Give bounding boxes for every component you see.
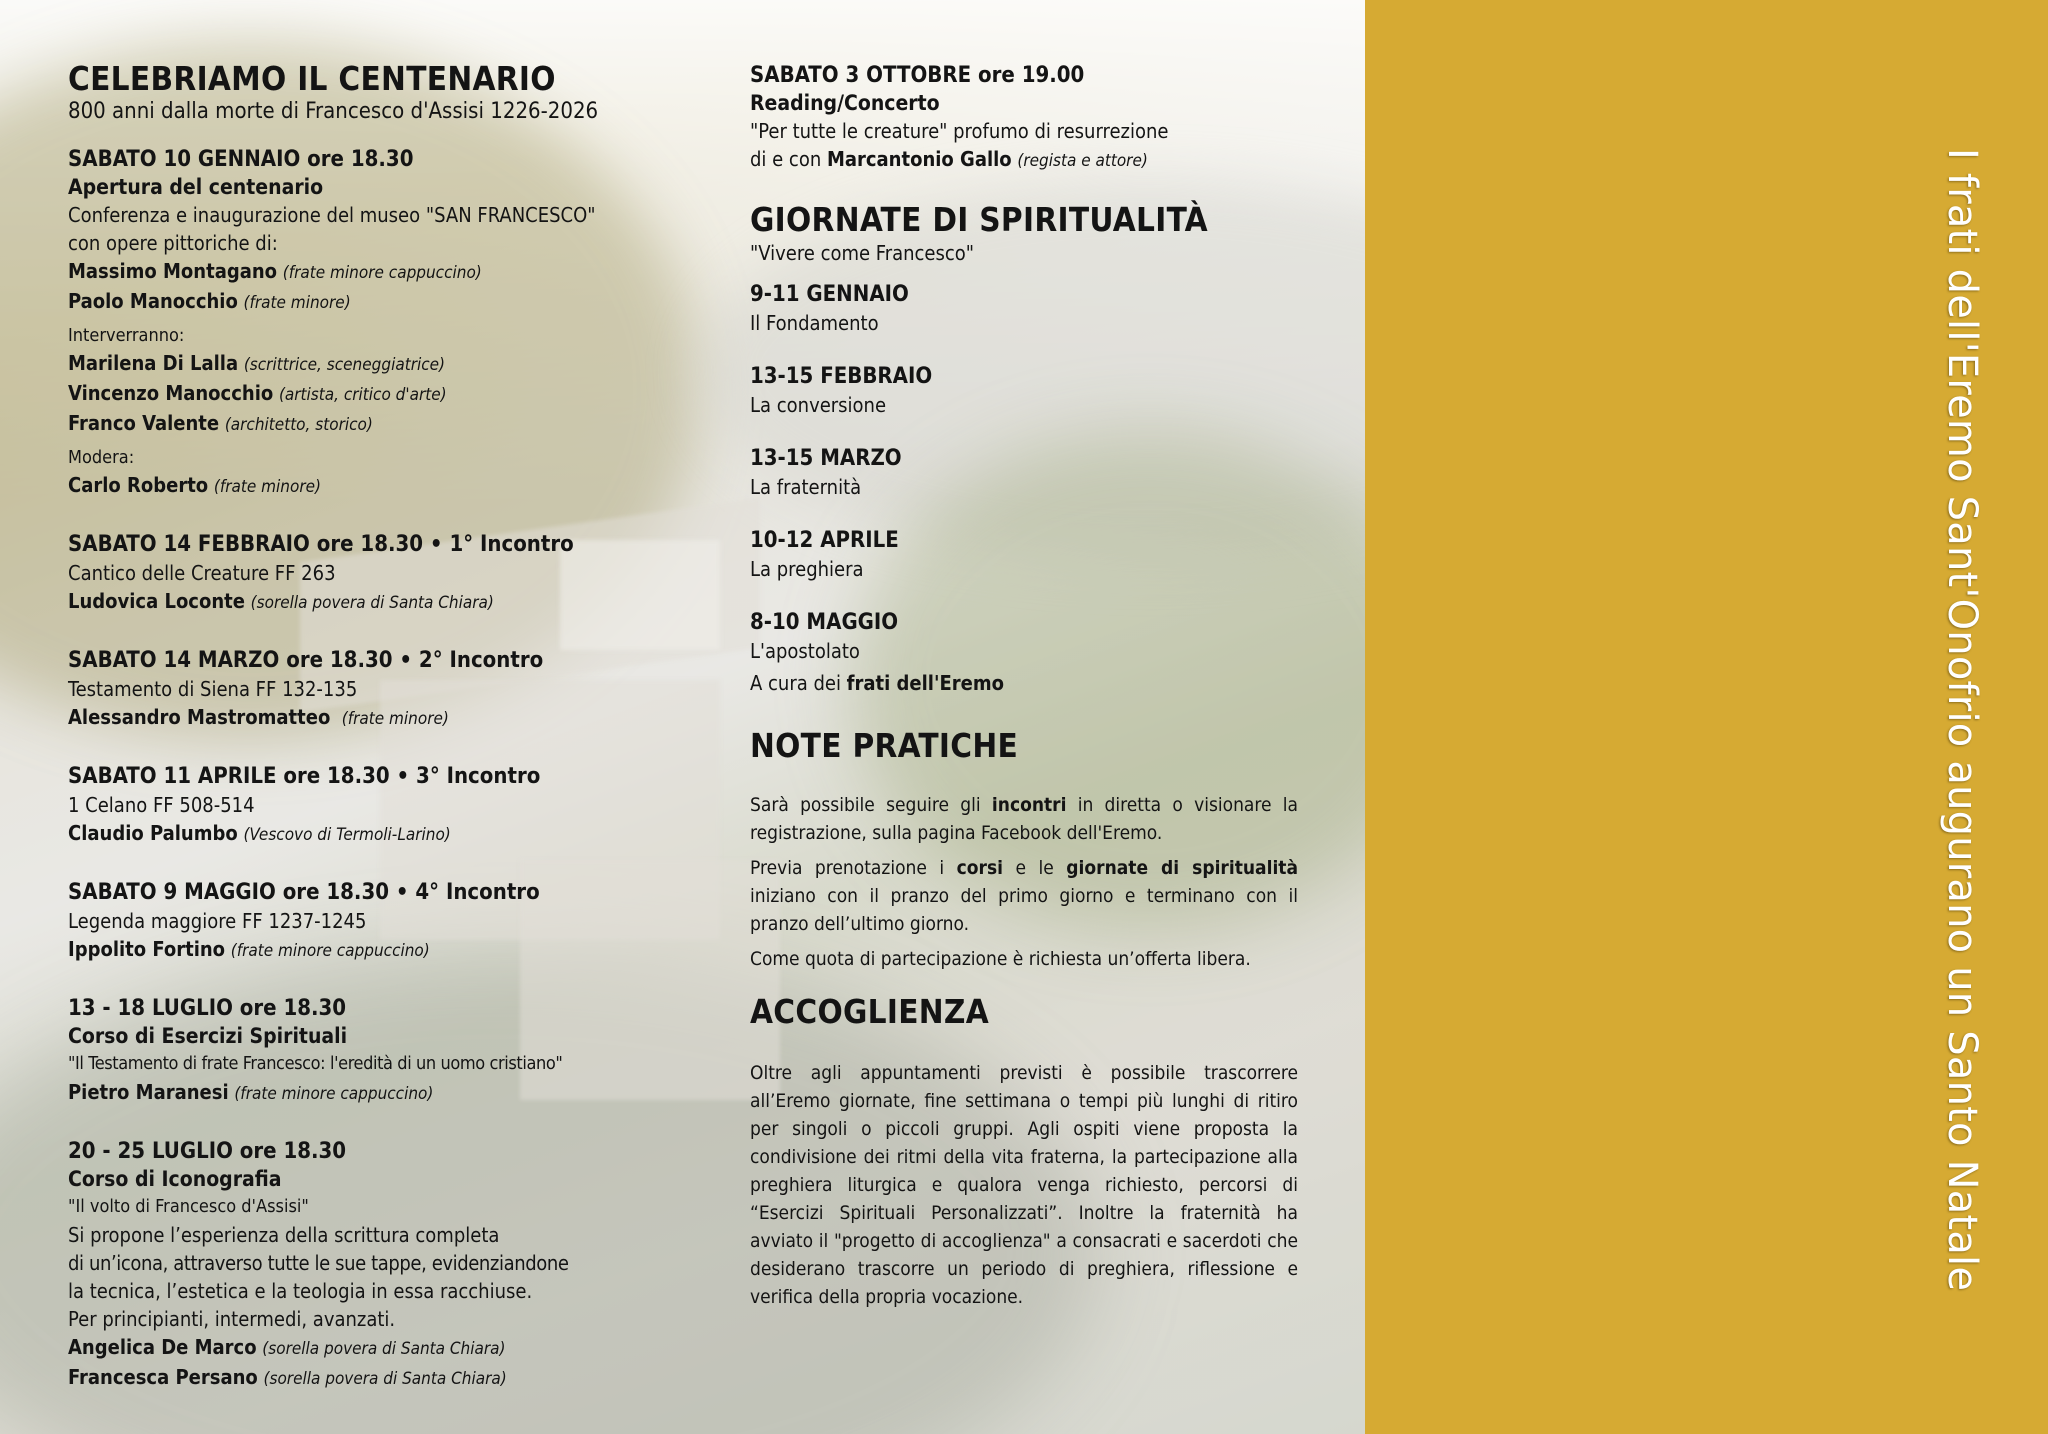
event-date: SABATO 3 OTTOBRE ore 19.00 — [750, 63, 1085, 88]
notes-paragraph — [750, 854, 1298, 938]
text-run-bold: incontri — [991, 794, 1067, 816]
spirituality-day — [750, 445, 1298, 501]
person-role: (frate minore cappuccino) — [282, 263, 482, 283]
event-quote: "Il volto di Francesco d'Assisi" — [68, 1196, 309, 1217]
text-run: Sarà possibile seguire gli — [750, 794, 981, 816]
opening-event — [68, 146, 688, 501]
person-name: Massimo Montagano — [68, 259, 278, 283]
notes-section — [750, 727, 1298, 973]
notes-paragraph: Come quota di partecipazione è richiesta un’offerta libera. — [750, 948, 1251, 970]
person-name: Pietro Maranesi — [68, 1080, 229, 1104]
speaker-item — [68, 935, 688, 965]
day-date: 8-10 MAGGIO — [750, 610, 899, 635]
day-date: 13-15 MARZO — [750, 446, 902, 471]
artist-item — [68, 287, 688, 317]
event-title: Reading/Concerto — [750, 91, 940, 115]
welcome-heading: ACCOGLIENZA — [750, 992, 990, 1031]
spirituality-day — [750, 363, 1298, 419]
course-description: la tecnica, l’estetica e la teologia in essa racchiuse. — [68, 1279, 533, 1303]
day-date: 9-11 GENNAIO — [750, 282, 909, 307]
speaker-item — [68, 409, 688, 439]
spirituality-subtitle: "Vivere come Francesco" — [750, 241, 975, 265]
program-right-column — [750, 62, 1298, 1318]
event-date: SABATO 11 APRILE ore 18.30 • 3° Incontro — [68, 764, 541, 789]
event-description: con opere pittoriche di: — [68, 231, 278, 255]
curated-prefix: A cura dei — [750, 671, 841, 695]
day-topic: L'apostolato — [750, 639, 860, 663]
day-date: 10-12 APRILE — [750, 528, 899, 553]
person-name: Marilena Di Lalla — [68, 351, 239, 375]
person-role: (frate minore) — [341, 709, 449, 729]
person-role: (scrittrice, sceneggiatrice) — [243, 355, 446, 375]
moderator-label: Modera: — [68, 447, 135, 468]
event-topic: Cantico delle Creature FF 263 — [68, 561, 336, 585]
event-title: Corso di Esercizi Spirituali — [68, 1024, 348, 1048]
event-date: SABATO 14 MARZO ore 18.30 • 2° Incontro — [68, 648, 544, 673]
event-date: SABATO 14 FEBBRAIO ore 18.30 • 1° Incontro — [68, 532, 574, 557]
person-role: (sorella povera di Santa Chiara) — [250, 593, 494, 613]
day-topic: La conversione — [750, 393, 887, 417]
notes-heading: NOTE PRATICHE — [750, 726, 1019, 765]
person-name: Angelica De Marco — [68, 1335, 257, 1359]
speakers-label: Interverranno: — [68, 325, 185, 346]
meeting-event — [68, 879, 688, 965]
event-title: Corso di Iconografia — [68, 1167, 282, 1191]
spirituality-day — [750, 609, 1298, 665]
person-role: (sorella povera di Santa Chiara) — [262, 1339, 506, 1359]
person-name: Ippolito Fortino — [68, 937, 226, 961]
day-date: 13-15 FEBBRAIO — [750, 364, 933, 389]
speaker-item — [68, 587, 688, 617]
person-role: (architetto, storico) — [224, 415, 373, 435]
day-topic: La fraternità — [750, 475, 862, 499]
curated-name: frati dell'Eremo — [846, 671, 1004, 695]
course-event — [68, 995, 688, 1108]
person-role: (frate minore cappuccino) — [234, 1084, 434, 1104]
event-quote: "Il Testamento di frate Francesco: l'eredità di un uomo cristiano" — [68, 1053, 563, 1074]
event-description: "Per tutte le creature" profumo di resurrezione — [750, 119, 1169, 143]
person-name: Paolo Manocchio — [68, 289, 238, 313]
event-date: SABATO 10 GENNAIO ore 18.30 — [68, 147, 414, 172]
person-role: (frate minore) — [213, 477, 322, 497]
welcome-paragraph: Oltre agli appuntamenti previsti è possibile trascorrere all’Eremo giornate, fine settimana o tempi più lunghi di ritiro per singoli o piccoli gruppi. Agli ospiti viene proposta la condivisione dei ritmi della vita fraterna, la partecipazione alla preghiera liturgica e qualora venga richiesto, percorsi di “Esercizi Spirituali Personalizzati”. Inoltre la fraternità ha avviato il "progetto di accoglienza" a consacrati e sacerdoti che desiderano trascorre un periodo di preghiera, riflessione e verifica della propria vocazione. — [750, 1062, 1298, 1308]
person-role: (sorella povera di Santa Chiara) — [263, 1369, 507, 1389]
person-name: Marcantonio Gallo — [826, 147, 1012, 171]
meeting-event — [68, 531, 688, 617]
text-run: e le — [1015, 857, 1054, 879]
event-description: Conferenza e inaugurazione del museo "SAN FRANCESCO" — [68, 203, 596, 227]
event-topic: Legenda maggiore FF 1237-1245 — [68, 909, 367, 933]
text-run: in diretta o visionare la registrazione, sulla pagina Facebook dell'Eremo. — [750, 794, 1298, 844]
course-description: Per principianti, intermedi, avanzati. — [68, 1307, 396, 1331]
meeting-event — [68, 763, 688, 849]
person-role: (frate minore cappuccino) — [230, 941, 430, 961]
speaker-item — [68, 819, 688, 849]
event-topic: 1 Celano FF 508-514 — [68, 793, 255, 817]
course-description: di un’icona, attraverso tutte le sue tappe, evidenziandone — [68, 1251, 569, 1275]
speaker-item — [68, 703, 688, 733]
person-role: (artista, critico d'arte) — [278, 385, 447, 405]
spirituality-day — [750, 527, 1298, 583]
centenary-heading: CELEBRIAMO IL CENTENARIO — [68, 59, 556, 98]
teacher-item — [68, 1363, 688, 1393]
spirituality-day — [750, 281, 1298, 337]
event-date: 13 - 18 LUGLIO ore 18.30 — [68, 996, 347, 1021]
person-name: Alessandro Mastromatteo — [68, 705, 331, 729]
teacher-item — [68, 1333, 688, 1363]
event-topic: Testamento di Siena FF 132-135 — [68, 677, 358, 701]
performer-item — [750, 145, 1298, 175]
notes-paragraph — [750, 791, 1298, 847]
course-description: Si propone l’esperienza della scrittura completa — [68, 1223, 500, 1247]
speaker-item — [68, 349, 688, 379]
concert-event — [750, 62, 1298, 175]
program-left-column — [68, 60, 688, 1393]
teacher-item — [68, 1078, 688, 1108]
person-name: Francesca Persano — [68, 1365, 258, 1389]
person-role: (frate minore) — [243, 293, 351, 313]
text-run: iniziano con il pranzo del primo giorno e terminano con il pranzo dell’ultimo giorno. — [750, 885, 1298, 935]
curated-by — [750, 669, 1298, 697]
text-run-bold: corsi — [956, 857, 1003, 879]
day-topic: Il Fondamento — [750, 311, 879, 335]
course-event — [68, 1138, 688, 1393]
centenary-subheading: 800 anni dalla morte di Francesco d'Assisi 1226-2026 — [68, 99, 599, 124]
meeting-event — [68, 647, 688, 733]
person-role: (Vescovo di Termoli-Larino) — [243, 825, 451, 845]
person-role: (regista e attore) — [1017, 151, 1148, 171]
event-date: 20 - 25 LUGLIO ore 18.30 — [68, 1139, 347, 1164]
person-name: Franco Valente — [68, 411, 220, 435]
person-name: Ludovica Loconte — [68, 589, 245, 613]
event-date: SABATO 9 MAGGIO ore 18.30 • 4° Incontro — [68, 880, 540, 905]
text-run-bold: giornate di spiritualità — [1066, 857, 1298, 879]
christmas-greeting: I frati dell'Eremo Sant'Onofrio augurano un Santo Natale — [1939, 148, 1985, 1292]
person-name: Vincenzo Manocchio — [68, 381, 274, 405]
event-title: Apertura del centenario — [68, 175, 324, 199]
person-name: Carlo Roberto — [68, 473, 209, 497]
spirituality-heading: GIORNATE DI SPIRITUALITÀ — [750, 200, 1208, 239]
spirituality-section — [750, 201, 1298, 697]
by-prefix: di e con — [750, 147, 822, 171]
welcome-section — [750, 993, 1298, 1311]
speaker-item — [68, 379, 688, 409]
moderator-item — [68, 471, 688, 501]
person-name: Claudio Palumbo — [68, 821, 238, 845]
text-run: Previa prenotazione i — [750, 857, 945, 879]
day-topic: La preghiera — [750, 557, 864, 581]
artist-item — [68, 257, 688, 287]
